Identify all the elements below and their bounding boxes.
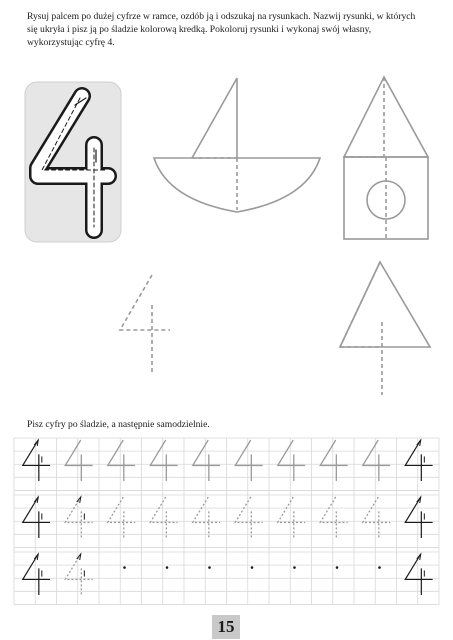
practice-four[interactable] xyxy=(65,440,92,481)
practice-dot[interactable] xyxy=(251,566,254,569)
boat-drawing[interactable] xyxy=(154,78,320,212)
digit-card[interactable] xyxy=(25,82,121,242)
practice-four[interactable] xyxy=(405,497,432,538)
dashed-four-drawing[interactable] xyxy=(120,275,170,372)
practice-dot[interactable] xyxy=(123,566,126,569)
practice-four[interactable] xyxy=(108,497,135,538)
practice-four[interactable] xyxy=(65,497,92,538)
page-number: 15 xyxy=(212,615,240,639)
practice-dot[interactable] xyxy=(336,566,339,569)
practice-four[interactable] xyxy=(23,440,50,481)
practice-instruction: Pisz cyfry po śladzie, a następnie samodzielnie. xyxy=(27,419,210,430)
practice-four[interactable] xyxy=(193,440,220,481)
practice-four[interactable] xyxy=(150,440,177,481)
practice-dot[interactable] xyxy=(166,566,169,569)
practice-four[interactable] xyxy=(320,440,347,481)
practice-four[interactable] xyxy=(235,497,262,538)
practice-four[interactable] xyxy=(363,440,390,481)
practice-four[interactable] xyxy=(278,440,305,481)
practice-four[interactable] xyxy=(235,440,262,481)
practice-four[interactable] xyxy=(320,497,347,538)
practice-grid xyxy=(14,438,439,604)
practice-four[interactable] xyxy=(278,497,305,538)
practice-digits[interactable] xyxy=(23,440,433,595)
practice-dot[interactable] xyxy=(293,566,296,569)
instruction-text: Rysuj palcem po dużej cyfrze w ramce, ozdób ją i odszukaj na rysunkach. Nazwij rysunki, w których się ukryła i pisz ją po śladzie kolorową kredką. Pokoloruj rysunki i wykonaj swój własny, wykorzystując cyfrę 4. xyxy=(27,11,416,48)
practice-four[interactable] xyxy=(363,497,390,538)
practice-four[interactable] xyxy=(405,554,432,595)
practice-four[interactable] xyxy=(150,497,177,538)
practice-four[interactable] xyxy=(405,440,432,481)
house-drawing[interactable] xyxy=(344,77,428,239)
practice-four[interactable] xyxy=(193,497,220,538)
practice-dot[interactable] xyxy=(208,566,211,569)
practice-four[interactable] xyxy=(65,554,92,595)
practice-dot[interactable] xyxy=(378,566,381,569)
practice-four[interactable] xyxy=(108,440,135,481)
practice-four[interactable] xyxy=(23,554,50,595)
practice-four[interactable] xyxy=(23,497,50,538)
triangle-drawing[interactable] xyxy=(340,262,430,395)
